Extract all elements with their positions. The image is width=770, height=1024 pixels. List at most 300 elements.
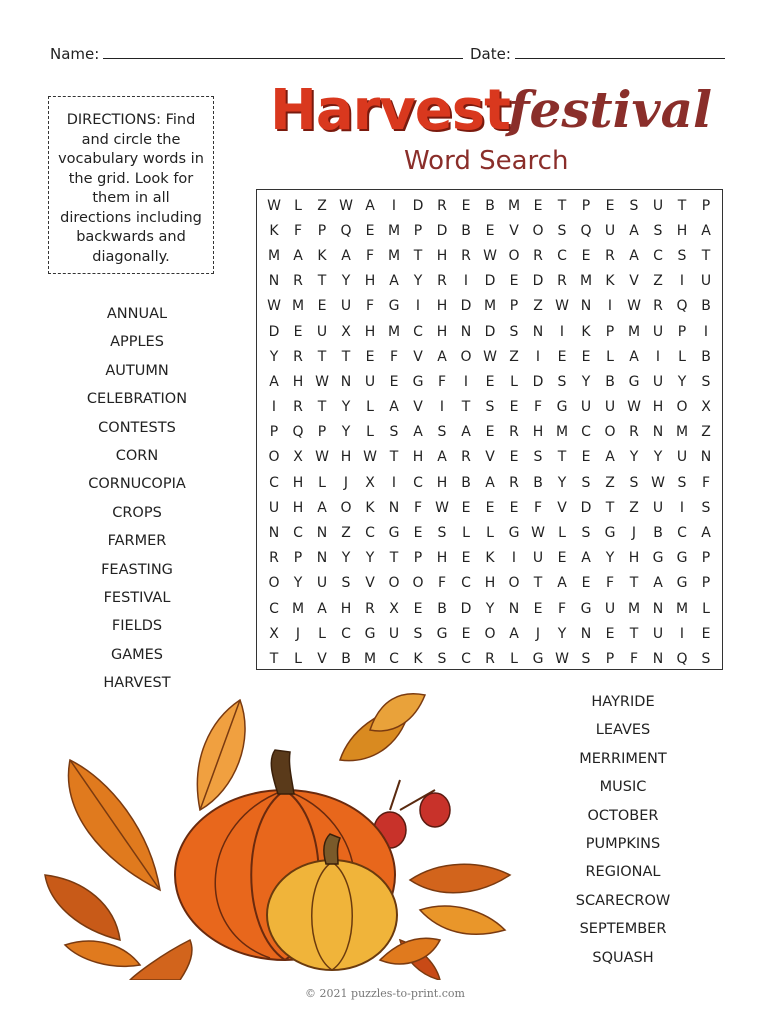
grid-letter[interactable]: L — [702, 600, 710, 617]
grid-letter[interactable]: S — [389, 424, 399, 441]
grid-letter[interactable]: U — [604, 600, 616, 617]
grid-letter[interactable]: C — [461, 575, 471, 592]
grid-letter[interactable]: Q — [292, 424, 304, 441]
grid-letter[interactable]: M — [579, 273, 593, 290]
grid-letter[interactable]: L — [510, 373, 518, 390]
grid-letter[interactable]: K — [485, 550, 495, 567]
grid-letter[interactable]: T — [557, 449, 567, 466]
grid-letter[interactable]: S — [581, 650, 591, 667]
grid-letter[interactable]: U — [652, 373, 664, 390]
grid-letter[interactable]: C — [557, 247, 567, 264]
grid-letter[interactable]: O — [508, 247, 520, 264]
grid-letter[interactable]: X — [365, 474, 375, 491]
grid-letter[interactable]: E — [605, 625, 615, 642]
grid-letter[interactable]: S — [653, 222, 663, 239]
grid-letter[interactable]: H — [340, 449, 352, 466]
grid-letter[interactable]: P — [581, 197, 591, 214]
grid-letter[interactable]: P — [413, 222, 423, 239]
grid-letter[interactable]: Z — [629, 499, 639, 516]
grid-letter[interactable]: P — [509, 298, 519, 315]
grid-letter[interactable]: T — [557, 197, 567, 214]
grid-letter[interactable]: M — [675, 424, 689, 441]
grid-letter[interactable]: S — [677, 474, 687, 491]
grid-letter[interactable]: W — [531, 525, 545, 542]
grid-letter[interactable]: I — [439, 399, 445, 416]
grid-letter[interactable]: N — [580, 298, 592, 315]
grid-letter[interactable]: U — [532, 550, 544, 567]
grid-letter[interactable]: C — [413, 474, 423, 491]
grid-letter[interactable]: Z — [701, 424, 711, 441]
grid-letter[interactable]: K — [413, 650, 423, 667]
grid-letter[interactable]: E — [389, 373, 399, 390]
grid-letter[interactable]: F — [701, 474, 711, 491]
grid-letter[interactable]: Y — [653, 449, 663, 466]
grid-letter[interactable]: V — [629, 273, 639, 290]
grid-letter[interactable]: H — [484, 575, 496, 592]
grid-letter[interactable]: L — [318, 625, 326, 642]
grid-letter[interactable]: C — [293, 525, 303, 542]
grid-letter[interactable]: S — [581, 525, 591, 542]
grid-letter[interactable]: D — [460, 600, 472, 617]
grid-letter[interactable]: U — [316, 575, 328, 592]
grid-letter[interactable]: E — [461, 550, 471, 567]
grid-letter[interactable]: A — [389, 273, 399, 290]
grid-letter[interactable]: L — [486, 525, 494, 542]
grid-letter[interactable]: U — [340, 298, 352, 315]
grid-letter[interactable]: I — [535, 348, 541, 365]
grid-letter[interactable]: E — [509, 399, 519, 416]
grid-letter[interactable]: G — [388, 298, 400, 315]
grid-letter[interactable]: T — [341, 348, 351, 365]
grid-letter[interactable]: P — [605, 323, 615, 340]
grid-letter[interactable]: A — [605, 449, 615, 466]
grid-letter[interactable]: G — [652, 550, 664, 567]
grid-letter[interactable]: D — [436, 222, 448, 239]
grid-letter[interactable]: R — [629, 424, 639, 441]
grid-letter[interactable]: Q — [580, 222, 592, 239]
grid-letter[interactable]: F — [629, 650, 639, 667]
grid-letter[interactable]: T — [389, 550, 399, 567]
grid-letter[interactable]: H — [676, 222, 688, 239]
grid-letter[interactable]: M — [675, 600, 689, 617]
grid-letter[interactable]: W — [555, 298, 569, 315]
grid-letter[interactable]: N — [268, 273, 280, 290]
grid-letter[interactable]: G — [508, 525, 520, 542]
grid-letter[interactable]: N — [316, 525, 328, 542]
grid-letter[interactable]: Y — [341, 550, 351, 567]
grid-letter[interactable]: I — [271, 399, 277, 416]
grid-letter[interactable]: O — [412, 575, 424, 592]
grid-letter[interactable]: W — [651, 474, 665, 491]
grid-letter[interactable]: N — [316, 550, 328, 567]
grid-letter[interactable]: N — [652, 424, 664, 441]
grid-letter[interactable]: X — [341, 323, 351, 340]
grid-letter[interactable]: I — [463, 273, 469, 290]
grid-letter[interactable]: I — [391, 474, 397, 491]
grid-letter[interactable]: S — [533, 449, 543, 466]
grid-letter[interactable]: U — [604, 222, 616, 239]
grid-letter[interactable]: A — [461, 424, 471, 441]
grid-letter[interactable]: X — [701, 399, 711, 416]
grid-letter[interactable]: L — [510, 650, 518, 667]
grid-letter[interactable]: S — [437, 525, 447, 542]
grid-letter[interactable]: R — [605, 247, 615, 264]
grid-letter[interactable]: U — [700, 273, 712, 290]
grid-letter[interactable]: G — [532, 650, 544, 667]
grid-letter[interactable]: E — [581, 575, 591, 592]
grid-letter[interactable]: E — [533, 600, 543, 617]
grid-letter[interactable]: C — [653, 247, 663, 264]
grid-letter[interactable]: H — [436, 298, 448, 315]
grid-letter[interactable]: Y — [677, 373, 687, 390]
grid-letter[interactable]: S — [557, 222, 567, 239]
grid-letter[interactable]: E — [293, 323, 303, 340]
grid-letter[interactable]: B — [461, 222, 471, 239]
grid-letter[interactable]: Y — [485, 600, 495, 617]
grid-letter[interactable]: T — [629, 575, 639, 592]
grid-letter[interactable]: F — [533, 499, 543, 516]
grid-letter[interactable]: G — [556, 399, 568, 416]
grid-letter[interactable]: V — [509, 222, 519, 239]
grid-letter[interactable]: T — [317, 273, 327, 290]
grid-letter[interactable]: M — [627, 323, 641, 340]
grid-letter[interactable]: K — [581, 323, 591, 340]
grid-letter[interactable]: Y — [293, 575, 303, 592]
grid-letter[interactable]: G — [580, 600, 592, 617]
grid-letter[interactable]: S — [701, 499, 711, 516]
grid-letter[interactable]: H — [292, 474, 304, 491]
grid-letter[interactable]: L — [318, 474, 326, 491]
grid-letter[interactable]: A — [317, 499, 327, 516]
grid-letter[interactable]: T — [317, 399, 327, 416]
grid-letter[interactable]: B — [605, 373, 615, 390]
grid-letter[interactable]: P — [677, 323, 687, 340]
grid-letter[interactable]: S — [677, 247, 687, 264]
grid-letter[interactable]: J — [631, 525, 637, 542]
grid-letter[interactable]: E — [485, 424, 495, 441]
grid-letter[interactable]: L — [294, 650, 302, 667]
grid-letter[interactable]: M — [555, 424, 569, 441]
grid-letter[interactable]: V — [365, 575, 375, 592]
grid-letter[interactable]: D — [532, 273, 544, 290]
grid-letter[interactable]: V — [485, 449, 495, 466]
grid-letter[interactable]: L — [462, 525, 470, 542]
grid-letter[interactable]: Z — [341, 525, 351, 542]
grid-letter[interactable]: S — [629, 474, 639, 491]
grid-letter[interactable]: E — [557, 348, 567, 365]
grid-letter[interactable]: T — [317, 348, 327, 365]
grid-letter[interactable]: I — [679, 499, 685, 516]
grid-letter[interactable]: W — [435, 499, 449, 516]
grid-letter[interactable]: W — [315, 449, 329, 466]
grid-letter[interactable]: S — [413, 625, 423, 642]
grid-letter[interactable]: R — [557, 273, 567, 290]
grid-letter[interactable]: A — [629, 348, 639, 365]
grid-letter[interactable]: K — [317, 247, 327, 264]
grid-letter[interactable]: Z — [509, 348, 519, 365]
grid-letter[interactable]: E — [365, 348, 375, 365]
grid-letter[interactable]: T — [701, 247, 711, 264]
grid-letter[interactable]: Z — [317, 197, 327, 214]
date-field[interactable] — [470, 44, 725, 63]
grid-letter[interactable]: R — [437, 197, 447, 214]
grid-letter[interactable]: N — [340, 373, 352, 390]
grid-letter[interactable]: E — [461, 197, 471, 214]
grid-letter[interactable]: P — [701, 550, 711, 567]
grid-letter[interactable]: R — [437, 273, 447, 290]
grid-letter[interactable]: A — [581, 550, 591, 567]
grid-letter[interactable]: O — [268, 449, 280, 466]
grid-letter[interactable]: R — [509, 474, 519, 491]
grid-letter[interactable]: M — [387, 323, 401, 340]
grid-letter[interactable]: P — [701, 197, 711, 214]
grid-letter[interactable]: W — [483, 348, 497, 365]
grid-letter[interactable]: F — [605, 575, 615, 592]
grid-letter[interactable]: O — [532, 222, 544, 239]
grid-letter[interactable]: Y — [413, 273, 423, 290]
grid-letter[interactable]: X — [269, 625, 279, 642]
grid-letter[interactable]: D — [532, 373, 544, 390]
grid-letter[interactable]: Y — [581, 373, 591, 390]
grid-letter[interactable]: H — [412, 449, 424, 466]
grid-letter[interactable]: R — [485, 650, 495, 667]
grid-letter[interactable]: U — [388, 625, 400, 642]
grid-letter[interactable]: U — [652, 625, 664, 642]
grid-letter[interactable]: L — [366, 399, 374, 416]
grid-letter[interactable]: E — [581, 247, 591, 264]
grid-letter[interactable]: R — [365, 600, 375, 617]
grid-letter[interactable]: U — [268, 499, 280, 516]
grid-letter[interactable]: R — [461, 247, 471, 264]
grid-letter[interactable]: Z — [533, 298, 543, 315]
grid-letter[interactable]: X — [389, 600, 399, 617]
grid-letter[interactable]: S — [437, 650, 447, 667]
grid-letter[interactable]: E — [365, 222, 375, 239]
grid-letter[interactable]: N — [532, 323, 544, 340]
grid-letter[interactable]: N — [508, 600, 520, 617]
grid-letter[interactable]: D — [484, 273, 496, 290]
grid-letter[interactable]: D — [460, 298, 472, 315]
grid-letter[interactable]: T — [413, 247, 423, 264]
grid-letter[interactable]: U — [364, 373, 376, 390]
grid-letter[interactable]: A — [389, 399, 399, 416]
grid-letter[interactable]: O — [268, 575, 280, 592]
grid-letter[interactable]: N — [268, 525, 280, 542]
grid-letter[interactable]: T — [269, 650, 279, 667]
grid-letter[interactable]: I — [391, 197, 397, 214]
grid-letter[interactable]: U — [604, 399, 616, 416]
grid-letter[interactable]: Y — [557, 474, 567, 491]
grid-letter[interactable]: P — [317, 222, 327, 239]
grid-letter[interactable]: P — [317, 424, 327, 441]
grid-letter[interactable]: W — [363, 449, 377, 466]
grid-letter[interactable]: R — [509, 424, 519, 441]
grid-letter[interactable]: A — [629, 247, 639, 264]
grid-letter[interactable]: E — [509, 273, 519, 290]
grid-letter[interactable]: C — [581, 424, 591, 441]
grid-letter[interactable]: A — [437, 449, 447, 466]
grid-letter[interactable]: S — [581, 474, 591, 491]
grid-letter[interactable]: U — [652, 197, 664, 214]
grid-letter[interactable]: I — [511, 550, 517, 567]
grid-letter[interactable]: S — [485, 399, 495, 416]
grid-letter[interactable]: U — [580, 399, 592, 416]
grid-letter[interactable]: N — [388, 499, 400, 516]
grid-letter[interactable]: U — [652, 499, 664, 516]
grid-letter[interactable]: Y — [605, 550, 615, 567]
grid-letter[interactable]: O — [460, 348, 472, 365]
grid-letter[interactable]: E — [533, 197, 543, 214]
grid-letter[interactable]: N — [652, 600, 664, 617]
grid-letter[interactable]: E — [605, 197, 615, 214]
grid-letter[interactable]: N — [580, 625, 592, 642]
grid-letter[interactable]: M — [267, 247, 281, 264]
grid-letter[interactable]: L — [606, 348, 614, 365]
grid-letter[interactable]: G — [388, 525, 400, 542]
grid-letter[interactable]: C — [389, 650, 399, 667]
grid-letter[interactable]: M — [507, 197, 521, 214]
grid-letter[interactable]: F — [437, 575, 447, 592]
grid-letter[interactable]: O — [604, 424, 616, 441]
grid-letter[interactable]: S — [437, 424, 447, 441]
grid-letter[interactable]: F — [437, 373, 447, 390]
grid-letter[interactable]: B — [485, 197, 495, 214]
grid-letter[interactable]: H — [652, 399, 664, 416]
grid-letter[interactable]: W — [627, 298, 641, 315]
grid-letter[interactable]: T — [629, 625, 639, 642]
grid-letter[interactable]: I — [607, 298, 613, 315]
grid-letter[interactable]: F — [365, 298, 375, 315]
grid-letter[interactable]: C — [269, 474, 279, 491]
grid-letter[interactable]: E — [701, 625, 711, 642]
grid-letter[interactable]: B — [701, 348, 711, 365]
grid-letter[interactable]: Y — [269, 348, 279, 365]
grid-letter[interactable]: C — [413, 323, 423, 340]
grid-letter[interactable]: S — [701, 650, 711, 667]
grid-letter[interactable]: H — [364, 323, 376, 340]
grid-letter[interactable]: H — [292, 499, 304, 516]
grid-letter[interactable]: V — [413, 348, 423, 365]
grid-letter[interactable]: F — [293, 222, 303, 239]
grid-letter[interactable]: W — [555, 650, 569, 667]
grid-letter[interactable]: A — [437, 348, 447, 365]
grid-letter[interactable]: X — [293, 449, 303, 466]
grid-letter[interactable]: A — [485, 474, 495, 491]
grid-letter[interactable]: W — [627, 399, 641, 416]
grid-letter[interactable]: Q — [676, 298, 688, 315]
grid-letter[interactable]: M — [363, 650, 377, 667]
grid-letter[interactable]: E — [461, 625, 471, 642]
grid-letter[interactable]: H — [364, 273, 376, 290]
grid-letter[interactable]: B — [461, 474, 471, 491]
grid-letter[interactable]: E — [509, 499, 519, 516]
grid-letter[interactable]: R — [533, 247, 543, 264]
grid-letter[interactable]: Q — [676, 650, 688, 667]
grid-letter[interactable]: H — [436, 247, 448, 264]
grid-letter[interactable]: M — [291, 298, 305, 315]
grid-letter[interactable]: S — [509, 323, 519, 340]
grid-letter[interactable]: J — [535, 625, 541, 642]
grid-letter[interactable]: C — [677, 525, 687, 542]
grid-letter[interactable]: L — [558, 525, 566, 542]
grid-letter[interactable]: O — [388, 575, 400, 592]
grid-letter[interactable]: P — [701, 575, 711, 592]
grid-letter[interactable]: A — [701, 525, 711, 542]
grid-letter[interactable]: D — [484, 323, 496, 340]
grid-letter[interactable]: E — [557, 550, 567, 567]
grid-letter[interactable]: C — [365, 525, 375, 542]
grid-letter[interactable]: I — [679, 625, 685, 642]
grid-letter[interactable]: R — [269, 550, 279, 567]
grid-letter[interactable]: H — [436, 474, 448, 491]
grid-letter[interactable]: Y — [341, 273, 351, 290]
grid-letter[interactable]: A — [701, 222, 711, 239]
grid-letter[interactable]: A — [629, 222, 639, 239]
grid-letter[interactable]: B — [533, 474, 543, 491]
grid-letter[interactable]: A — [365, 197, 375, 214]
grid-letter[interactable]: B — [437, 600, 447, 617]
grid-letter[interactable]: B — [653, 525, 663, 542]
grid-letter[interactable]: Y — [341, 424, 351, 441]
grid-letter[interactable]: L — [294, 197, 302, 214]
grid-letter[interactable]: E — [485, 499, 495, 516]
grid-letter[interactable]: I — [655, 348, 661, 365]
grid-letter[interactable]: W — [315, 373, 329, 390]
grid-letter[interactable]: N — [700, 449, 712, 466]
grid-letter[interactable]: J — [343, 474, 349, 491]
grid-letter[interactable]: T — [677, 197, 687, 214]
grid-letter[interactable]: F — [365, 247, 375, 264]
grid-letter[interactable]: S — [701, 373, 711, 390]
grid-letter[interactable]: S — [629, 197, 639, 214]
grid-letter[interactable]: N — [460, 323, 472, 340]
grid-letter[interactable]: A — [269, 373, 279, 390]
grid-letter[interactable]: P — [605, 650, 615, 667]
grid-letter[interactable]: W — [339, 197, 353, 214]
grid-letter[interactable]: E — [413, 525, 423, 542]
grid-letter[interactable]: R — [293, 399, 303, 416]
grid-letter[interactable]: T — [461, 399, 471, 416]
grid-letter[interactable]: G — [412, 373, 424, 390]
grid-letter[interactable]: F — [389, 348, 399, 365]
grid-letter[interactable]: O — [676, 399, 688, 416]
grid-letter[interactable]: C — [341, 625, 351, 642]
grid-letter[interactable]: T — [533, 575, 543, 592]
grid-letter[interactable]: K — [269, 222, 279, 239]
grid-letter[interactable]: M — [387, 222, 401, 239]
grid-letter[interactable]: H — [436, 550, 448, 567]
grid-letter[interactable]: A — [317, 600, 327, 617]
grid-letter[interactable]: N — [652, 650, 664, 667]
grid-letter[interactable]: Y — [557, 625, 567, 642]
grid-letter[interactable]: G — [604, 525, 616, 542]
grid-letter[interactable]: E — [485, 222, 495, 239]
grid-letter[interactable]: A — [341, 247, 351, 264]
grid-letter[interactable]: V — [557, 499, 567, 516]
grid-letter[interactable]: R — [293, 348, 303, 365]
grid-letter[interactable]: W — [267, 298, 281, 315]
grid-letter[interactable]: F — [413, 499, 423, 516]
grid-letter[interactable]: A — [653, 575, 663, 592]
grid-letter[interactable]: O — [484, 625, 496, 642]
grid-letter[interactable]: I — [703, 323, 709, 340]
grid-letter[interactable]: E — [461, 499, 471, 516]
grid-letter[interactable]: E — [413, 600, 423, 617]
grid-letter[interactable]: D — [268, 323, 280, 340]
grid-letter[interactable]: R — [293, 273, 303, 290]
grid-letter[interactable]: L — [366, 424, 374, 441]
grid-letter[interactable]: D — [580, 499, 592, 516]
